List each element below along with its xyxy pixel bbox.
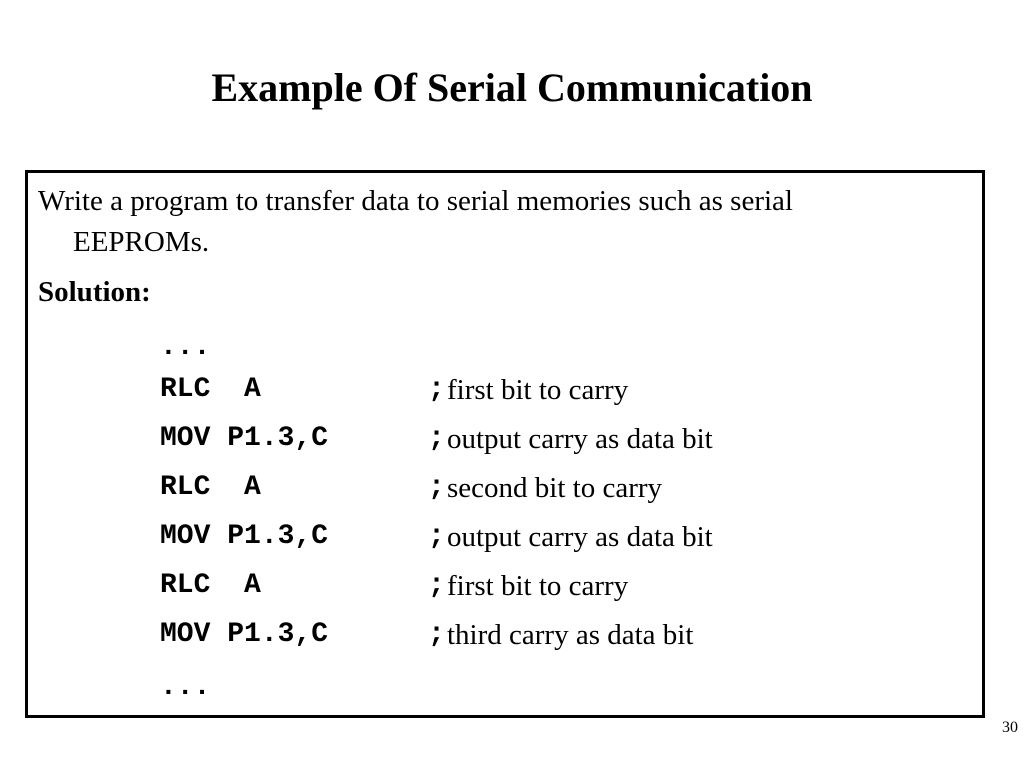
code-comment: third carry as data bit: [447, 619, 694, 651]
comment-semicolon: ;: [428, 619, 445, 650]
problem-line-1: Write a program to transfer data to serial memories such as serial: [38, 185, 793, 217]
code-comment: output carry as data bit: [447, 423, 713, 455]
code-line: [160, 517, 960, 557]
code-instruction: MOV P1.3,C: [160, 619, 329, 650]
comment-semicolon: ;: [428, 472, 445, 503]
page-number: 30: [1002, 719, 1018, 736]
code-line: [160, 468, 960, 508]
comment-semicolon: ;: [428, 570, 445, 601]
code-line: [160, 566, 960, 606]
code-instruction: RLC A: [160, 374, 261, 405]
problem-statement: [38, 181, 968, 263]
code-instruction: MOV P1.3,C: [160, 423, 329, 454]
code-line: [160, 668, 960, 708]
code-line: [160, 419, 960, 459]
problem-line-2: EEPROMs.: [73, 226, 210, 258]
slide-title: Example Of Serial Communication: [211, 65, 813, 110]
code-line: [160, 328, 960, 368]
code-instruction: ...: [160, 672, 211, 703]
code-line: [160, 615, 960, 655]
comment-semicolon: ;: [428, 423, 445, 454]
solution-label: Solution:: [38, 276, 151, 308]
comment-semicolon: ;: [428, 374, 445, 405]
code-instruction: ...: [160, 332, 211, 363]
code-comment: first bit to carry: [447, 374, 629, 406]
code-instruction: RLC A: [160, 570, 261, 601]
example-box: [25, 170, 985, 718]
code-instruction: RLC A: [160, 472, 261, 503]
comment-semicolon: ;: [428, 521, 445, 552]
code-line: [160, 370, 960, 410]
code-comment: output carry as data bit: [447, 521, 713, 553]
code-instruction: MOV P1.3,C: [160, 521, 329, 552]
code-comment: second bit to carry: [447, 472, 663, 504]
code-comment: first bit to carry: [447, 570, 629, 602]
